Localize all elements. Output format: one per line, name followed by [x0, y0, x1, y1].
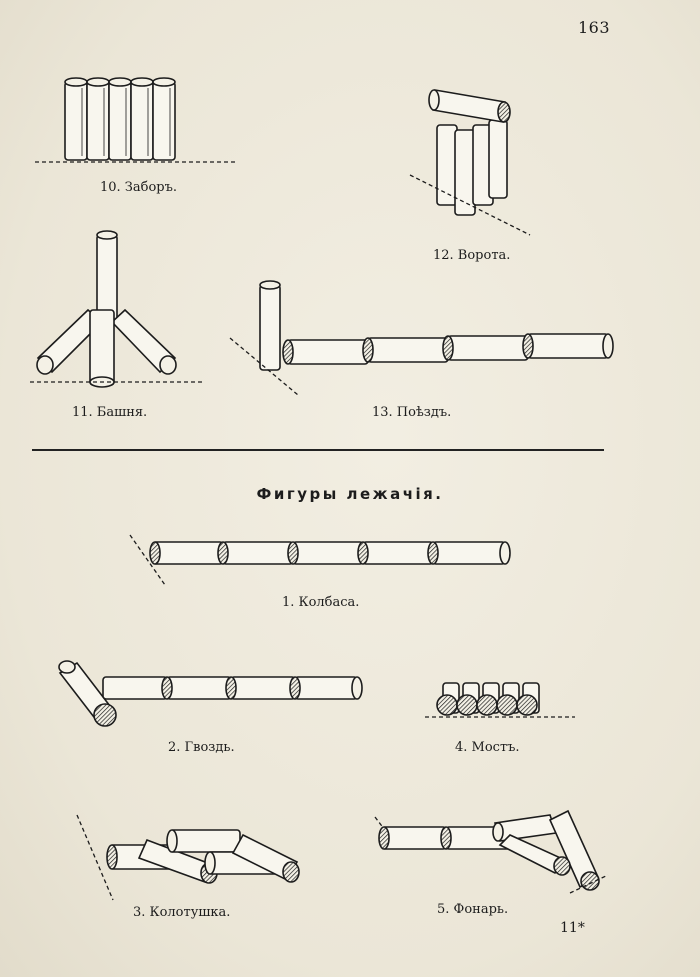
- caption-mallet: 3. Колотушка.: [133, 905, 231, 920]
- page-number: 163: [577, 18, 610, 37]
- caption-train: 13. Поѣздъ.: [372, 405, 452, 420]
- caption-nail: 2. Гвоздь.: [168, 740, 235, 755]
- figure-lantern: [370, 805, 610, 905]
- figure-nail: [45, 655, 365, 735]
- figure-fence: [30, 70, 250, 170]
- caption-sausage: 1. Колбаса.: [282, 595, 360, 610]
- caption-fence: 10. Заборъ.: [100, 180, 178, 195]
- fence-posts: [65, 78, 175, 160]
- figure-train: [220, 280, 620, 400]
- figure-gate: [405, 80, 545, 240]
- figure-mallet: [65, 810, 315, 905]
- figure-sausage: [125, 530, 520, 590]
- figure-bridge: [425, 675, 585, 725]
- caption-tower: 11. Башня.: [72, 405, 148, 420]
- signature-mark: 11*: [560, 920, 585, 936]
- horizontal-rule: [32, 449, 604, 451]
- section-title: Фигуры лежачія.: [256, 485, 444, 503]
- caption-lantern: 5. Фонарь.: [437, 902, 509, 917]
- figure-tower: [30, 230, 210, 390]
- caption-bridge: 4. Мостъ.: [455, 740, 520, 755]
- caption-gate: 12. Ворота.: [433, 248, 511, 263]
